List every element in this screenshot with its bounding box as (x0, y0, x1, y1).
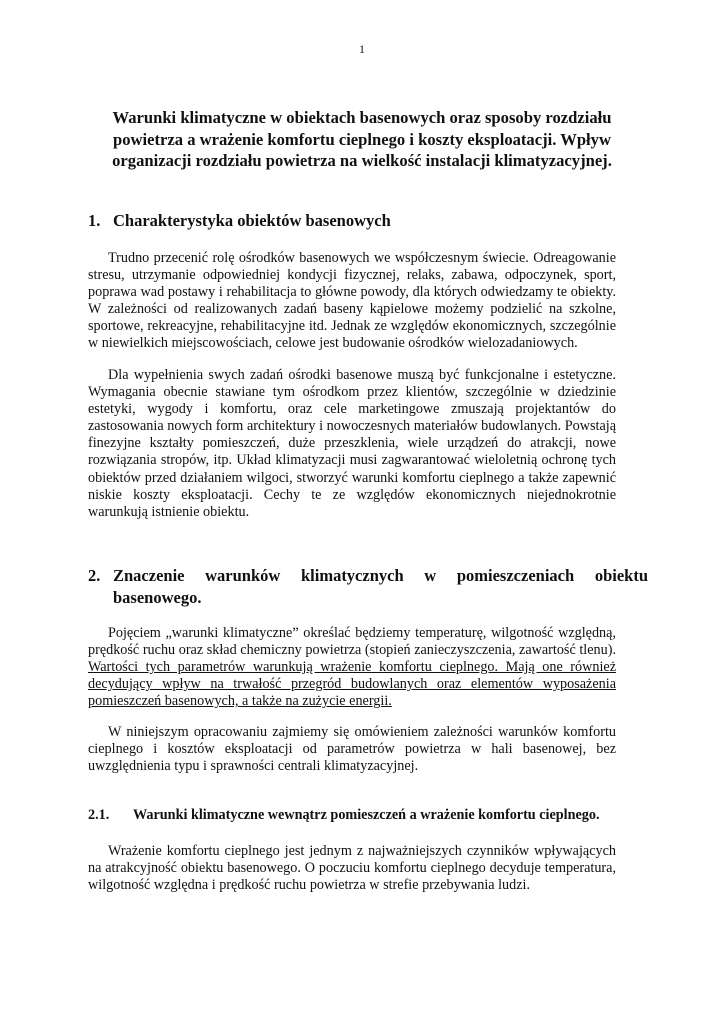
section-2-1-paragraph-1: Wrażenie komfortu cieplnego jest jednym z najważniejszych czynników wpływających na atrakcyjność obiektu basenowego. O poczuciu komfortu cieplnego decyduje temperatura, wilgotność względna i prędkość ruchu powietrza w strefie przebywania ludzi. (88, 843, 616, 894)
section-1-title: Charakterystyka obiektów basenowych (113, 211, 391, 230)
section-2-title: Znaczenie warunków klimatycznych w pomieszczeniach obiektu basenowego. (113, 566, 648, 607)
section-2-paragraph-1 (88, 625, 616, 710)
page-number: 1 (359, 42, 365, 56)
section-1-paragraph-2: Dla wypełnienia swych zadań ośrodki basenowe muszą być funkcjonalne i estetyczne. Wymagania obecnie stawiane tym ośrodkom przez klientów, szczególnie w dziedzinie estetyki, wygody i komfortu, oraz cele marketingowe zmuszają projektantów do zastosowania nowych form architektury i nowoczesnych materiałów budowlanych. Powstają finezyjne kształty pomieszczeń, duże przeszklenia, wiele urządzeń do atrakcji, nowe rozwiązania stropów, itp. Układ klimatyzacji musi zagwarantować wieloletnią ochronę tych obiektów przed działaniem wilgoci, stworzyć warunki komfortu cieplnego a także zapewnić niskie koszty eksploatacji. Cechy te ze względów ekonomicznych niejednokrotnie warunkują istnienie obiektu. (88, 367, 616, 520)
section-2-1-number: 2.1. (88, 807, 110, 823)
paragraph-text: Pojęciem „warunki klimatyczne” określać będziemy temperaturę, wilgotność względną, prędkość ruchu oraz skład chemiczny powietrza (stopień zanieczyszczenia, zawartość tlenu). (88, 625, 616, 659)
section-2-1-title: Warunki klimatyczne wewnątrz pomieszczeń a wrażenie komfortu cieplnego. (133, 807, 600, 823)
section-1-heading (88, 210, 648, 232)
document-title: Warunki klimatyczne w obiektach basenowych oraz sposoby rozdziału powietrza a wrażenie komfortu cieplnego i koszty eksploatacji. Wpływ organizacji rozdziału powietrza na wielkość instalacji klimatyzacyjnej. (112, 108, 612, 170)
underlined-text: Wartości tych parametrów warunkują wrażenie komfortu cieplnego. Mają one również decydujący wpływ na trwałość przegród budowlanych oraz elementów wyposażenia pomieszczeń basenowych, a także na zużycie energii. (88, 659, 616, 710)
section-2-number: 2. (88, 566, 101, 585)
section-1-paragraph-1: Trudno przecenić rolę ośrodków basenowych we współczesnym świecie. Odreagowanie stresu, utrzymanie odpowiedniej kondycji fizycznej, relaks, zabawa, odpoczynek, sport, poprawa wad postawy i rehabilitacja to główne powody, dla których odwiedzamy te obiekty. W zależności od realizowanych zadań baseny kąpielowe możemy podzielić na szkolne, sportowe, rekreacyjne, rehabilitacyjne itd. Jednak ze względów ekonomicznych, szczególnie w niewielkich miejscowościach, celowe jest budowanie ośrodków wielozadaniowych. (88, 250, 616, 352)
section-1-number: 1. (88, 211, 101, 230)
section-2-heading (88, 565, 648, 609)
section-2-paragraph-2: W niniejszym opracowaniu zajmiemy się omówieniem zależności warunków komfortu cieplnego i kosztów eksploatacji od parametrów powietrza w hali basenowej, bez uwzględnienia typu i sprawności centrali klimatyzacyjnej. (88, 724, 616, 775)
section-2-1-heading (88, 806, 648, 824)
